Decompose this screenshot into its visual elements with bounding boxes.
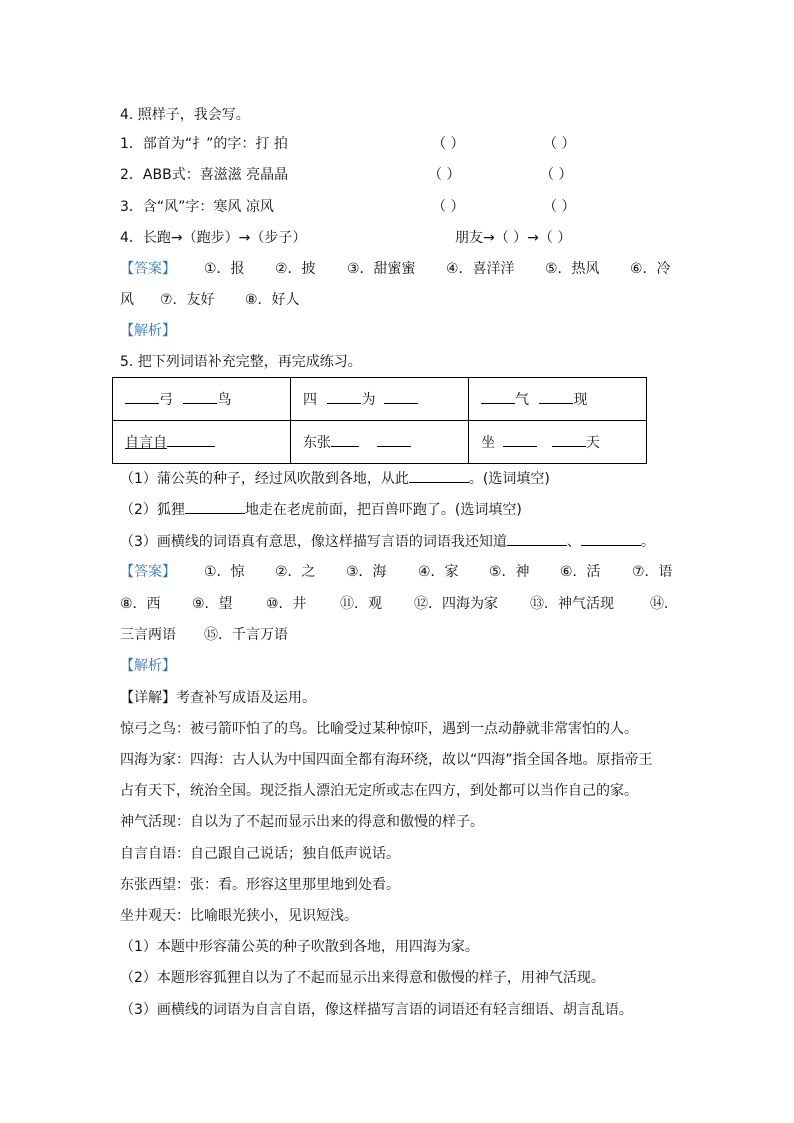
blank[interactable] — [125, 389, 159, 404]
q5-analysis-label: 【解析】 — [120, 658, 176, 674]
separator: 、 — [566, 534, 581, 550]
q5-answer-2: ②．之 — [275, 564, 316, 580]
q5-cell-3 — [469, 378, 647, 421]
q5-answer-1: ①．惊 — [204, 564, 245, 580]
blank[interactable] — [503, 432, 537, 447]
q5-answer-label: 【答案】 — [120, 564, 176, 580]
q5-part-3 — [120, 531, 655, 552]
q5-answer-3: ③．海 — [346, 564, 387, 580]
q4-answer-3: ③．甜蜜蜜 — [347, 261, 416, 277]
blank[interactable] — [167, 432, 215, 447]
blank[interactable] — [331, 432, 359, 447]
q4-answer-5: ⑤．热风 — [545, 261, 600, 277]
q4-answer-6-cont: 风 — [120, 292, 134, 308]
q5-answer-7: ⑦．语 — [632, 564, 673, 580]
explanation-line: （1）本题中形容蒲公英的种子吹散到各地，用四海为家。 — [120, 939, 479, 955]
blank[interactable] — [539, 389, 573, 404]
explanation-line: 神气活现：自以为了不起而显示出来的得意和傲慢的样子。 — [120, 814, 484, 830]
q4-line-4-right: 朋友→（ ）→（ ） — [455, 230, 572, 246]
q5-cell-2 — [291, 378, 469, 421]
q5-cell-1 — [113, 378, 291, 421]
blank[interactable] — [183, 389, 217, 404]
blank[interactable] — [327, 389, 361, 404]
explanation-line: 坐井观天：比喻眼光狭小，见识短浅。 — [120, 908, 358, 924]
q4-line-2-blank-1: （ ） — [428, 167, 461, 183]
explanation-line: （3）画横线的词语为自言自语，像这样描写言语的词语还有轻言细语、胡言乱语。 — [120, 1002, 633, 1018]
q4-line-4: 4．长跑→（跑步）→（步子） — [120, 230, 307, 246]
q4-answer-label: 【答案】 — [120, 261, 176, 277]
q5-word-table — [112, 377, 647, 464]
q4-line-1-blank-1: （ ） — [432, 136, 465, 152]
cell-text: 现 — [573, 392, 588, 408]
q5-answer-14: ⑭． — [650, 596, 678, 612]
blank[interactable] — [185, 499, 245, 514]
explanation-line: 占有天下，统治全国。现泛指人漂泊无定所或志在四方，到处都可以当作自己的家。 — [120, 783, 638, 799]
q4-line-2-blank-2: （ ） — [540, 167, 573, 183]
q5-part-1-tail: 。(选词填空) — [468, 471, 550, 487]
q5-cell-6 — [469, 421, 647, 464]
q4-title: 4. 照样子，我会写。 — [120, 107, 250, 123]
blank[interactable] — [377, 432, 411, 447]
q5-answer-5: ⑤．神 — [489, 564, 530, 580]
explanation-line: 惊弓之鸟：被弓箭吓怕了的鸟。比喻受过某种惊吓，遇到一点动静就非常害怕的人。 — [120, 721, 638, 737]
cell-text: 坐 — [481, 435, 495, 451]
q5-answer-6: ⑥．活 — [560, 564, 601, 580]
q4-line-3-blank-1: （ ） — [432, 199, 465, 215]
q5-answer-9: ⑨．望 — [192, 596, 233, 612]
cell-text: 天 — [585, 435, 600, 451]
cell-text: 四 — [303, 392, 317, 408]
q5-detail-heading: 【详解】考查补写成语及运用。 — [120, 690, 316, 706]
q4-answer-8: ⑧．好人 — [245, 292, 300, 308]
blank[interactable] — [481, 389, 515, 404]
q5-part-1-text: （1）蒲公英的种子，经过风吹散到各地，从此 — [120, 471, 409, 487]
q4-line-3: 3．含“风”字：寒风 凉风 — [120, 199, 274, 215]
q5-part-2-tail: 地走在老虎前面，把百兽吓跑了。(选词填空) — [244, 502, 522, 518]
q5-answer-12: ⑫．四海为家 — [414, 596, 498, 612]
q4-answer-1: ①．报 — [204, 261, 245, 277]
blank[interactable] — [581, 531, 641, 546]
q5-cell-4 — [113, 421, 291, 464]
q4-answer-2: ②．披 — [275, 261, 316, 277]
q5-part-2-text: （2）狐狸 — [120, 502, 185, 518]
q5-answer-13: ⑬．神气活现 — [530, 596, 614, 612]
q4-line-1-blank-2: （ ） — [543, 136, 576, 152]
underlined-word: 自言自 — [125, 435, 167, 451]
q4-answer-7: ⑦．友好 — [160, 292, 215, 308]
cell-text: 为 — [361, 392, 376, 408]
q5-answer-8: ⑧．西 — [120, 596, 161, 612]
q5-part-1 — [120, 468, 550, 489]
q4-line-2: 2．ABB式：喜滋滋 亮晶晶 — [120, 167, 289, 183]
q5-answer-15: ⑮．千言万语 — [204, 627, 288, 643]
explanation-line: （2）本题形容狐狸自以为了不起而显示出来得意和傲慢的样子，用神气活现。 — [120, 970, 605, 986]
q4-answer-4: ④．喜洋洋 — [446, 261, 515, 277]
q5-answer-11: ⑪．观 — [340, 596, 382, 612]
blank[interactable] — [507, 531, 567, 546]
q5-part-3-tail: 。 — [640, 534, 655, 550]
q5-answer-10: ⑩．井 — [266, 596, 307, 612]
q5-cell-5 — [291, 421, 469, 464]
q5-answer-4: ④．家 — [418, 564, 459, 580]
explanation-line: 自言自语：自己跟自己说话；独自低声说话。 — [120, 846, 400, 862]
explanation-line: 东张西望：张：看。形容这里那里地到处看。 — [120, 877, 400, 893]
q4-answer-6: ⑥．冷 — [630, 261, 671, 277]
explanation-line: 四海为家：四海：古人认为中国四面全都有海环绕，故以“四海”指全国各地。原指帝王 — [120, 752, 653, 768]
cell-text: 气 — [515, 392, 529, 408]
cell-text: 弓 — [159, 392, 173, 408]
q4-line-1: 1．部首为“扌”的字：打 拍 — [120, 136, 288, 152]
q4-analysis-label: 【解析】 — [120, 323, 176, 339]
q5-part-3-text: （3）画横线的词语真有意思，像这样描写言语的词语我还知道 — [120, 534, 507, 550]
blank[interactable] — [409, 468, 469, 483]
blank[interactable] — [384, 389, 418, 404]
cell-text: 鸟 — [217, 392, 232, 408]
q5-part-2 — [120, 499, 522, 520]
blank[interactable] — [552, 432, 586, 447]
q5-title: 5. 把下列词语补充完整，再完成练习。 — [120, 354, 362, 370]
cell-text: 东张 — [303, 435, 331, 451]
q4-line-3-blank-2: （ ） — [543, 199, 576, 215]
q5-answer-14-cont: 三言两语 — [120, 627, 176, 643]
